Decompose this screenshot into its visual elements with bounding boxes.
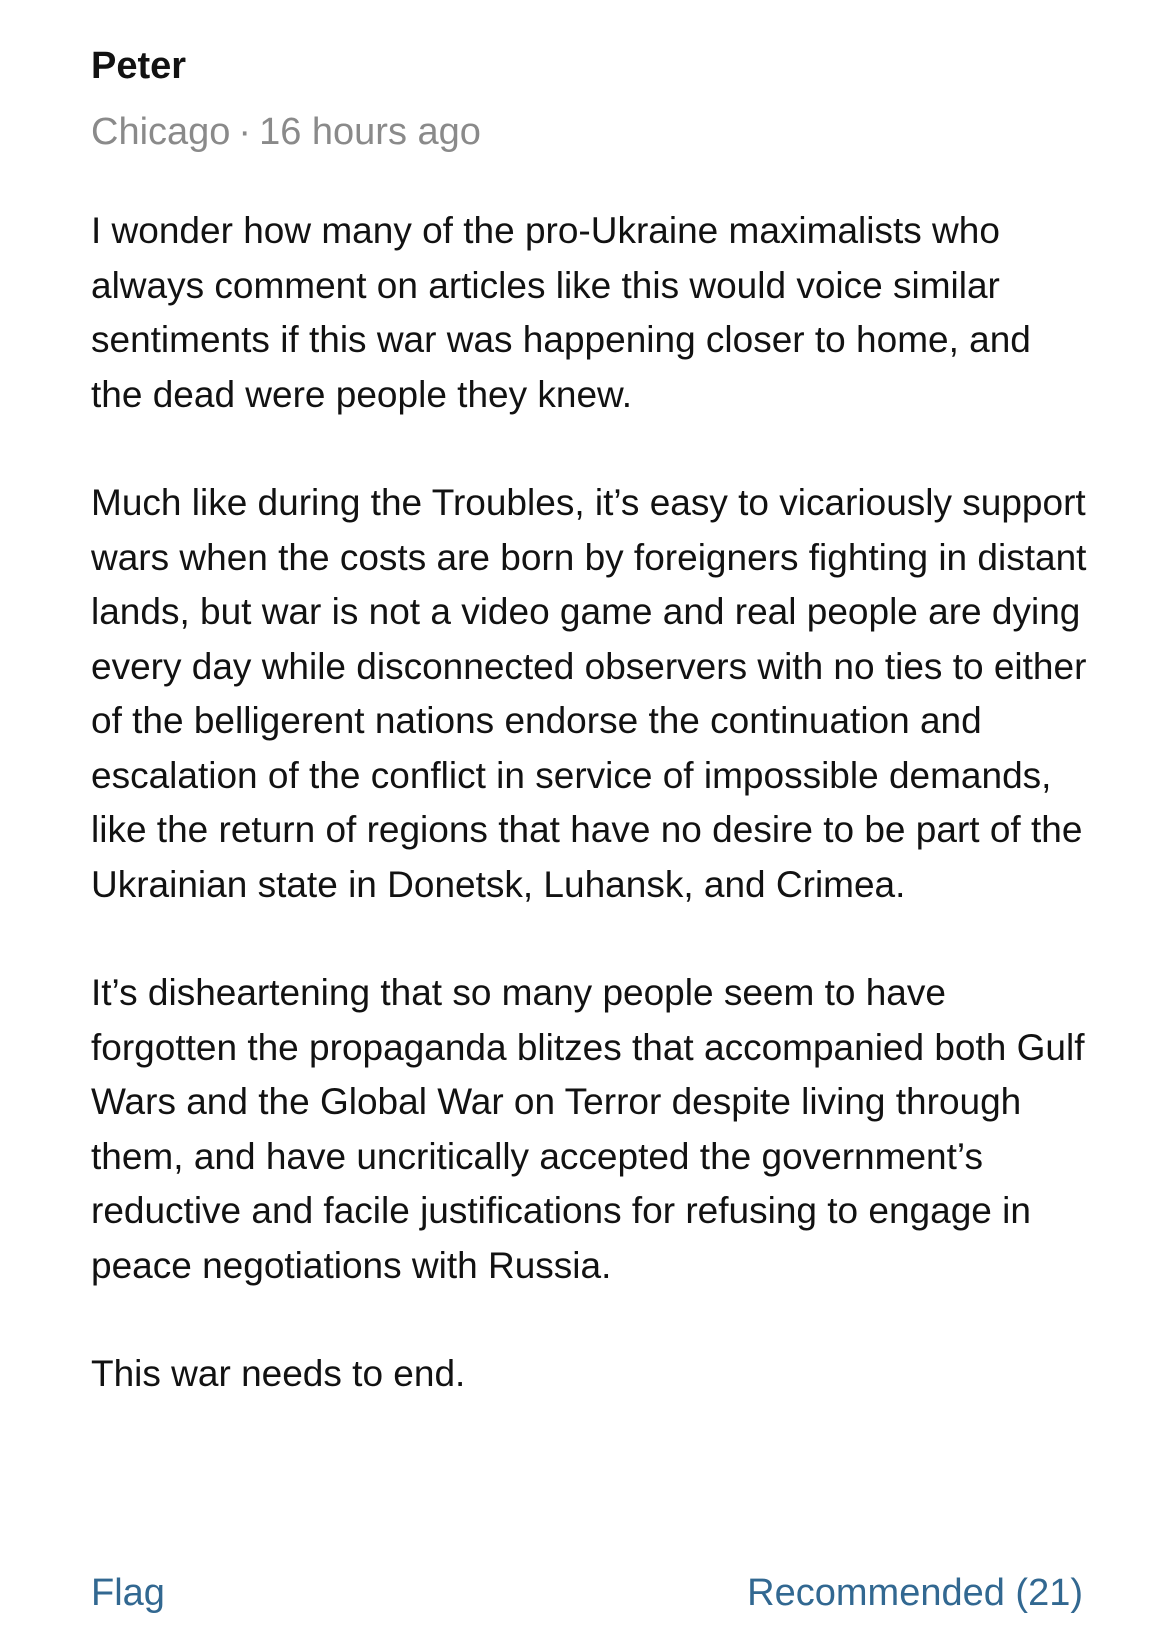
comment-card [91,38,1091,1402]
comment-paragraph: It’s disheartening that so many people seem to have forgotten the propaganda blitzes that accompanied both Gulf Wars and the Global War on Terror despite living through them, and have uncritically accepted the government’s reductive and facile justifications for refusing to engage in peace negotiations with Russia. [91,972,1085,1286]
comment-paragraph: Much like during the Troubles, it’s easy to vicariously support wars when the costs are born by foreigners fighting in distant lands, but war is not a video game and real people are dying every day while disconnected observers with no ties to either of the belligerent nations endorse the continuation and escalation of the conflict in service of impossible demands, like the return of regions that have no desire to be part of the Ukrainian state in Donetsk, Luhansk, and Crimea. [91,482,1087,905]
comment-body [91,204,1091,1402]
flag-button[interactable]: Flag [91,1572,165,1614]
recommend-button[interactable]: Recommended (21) [747,1572,1083,1614]
comment-actions [91,1565,1083,1621]
comment-paragraph: I wonder how many of the pro-Ukraine maximalists who always comment on articles like this would voice similar sentiments if this war was happening closer to home, and the dead were people they knew. [91,210,1031,415]
comment-timestamp: 16 hours ago [259,111,481,153]
comment-location: Chicago [91,111,231,153]
comment-paragraph: This war needs to end. [91,1353,466,1394]
comment-meta [91,104,1091,160]
meta-separator: · [238,111,252,153]
comment-author[interactable]: Peter [91,45,187,87]
